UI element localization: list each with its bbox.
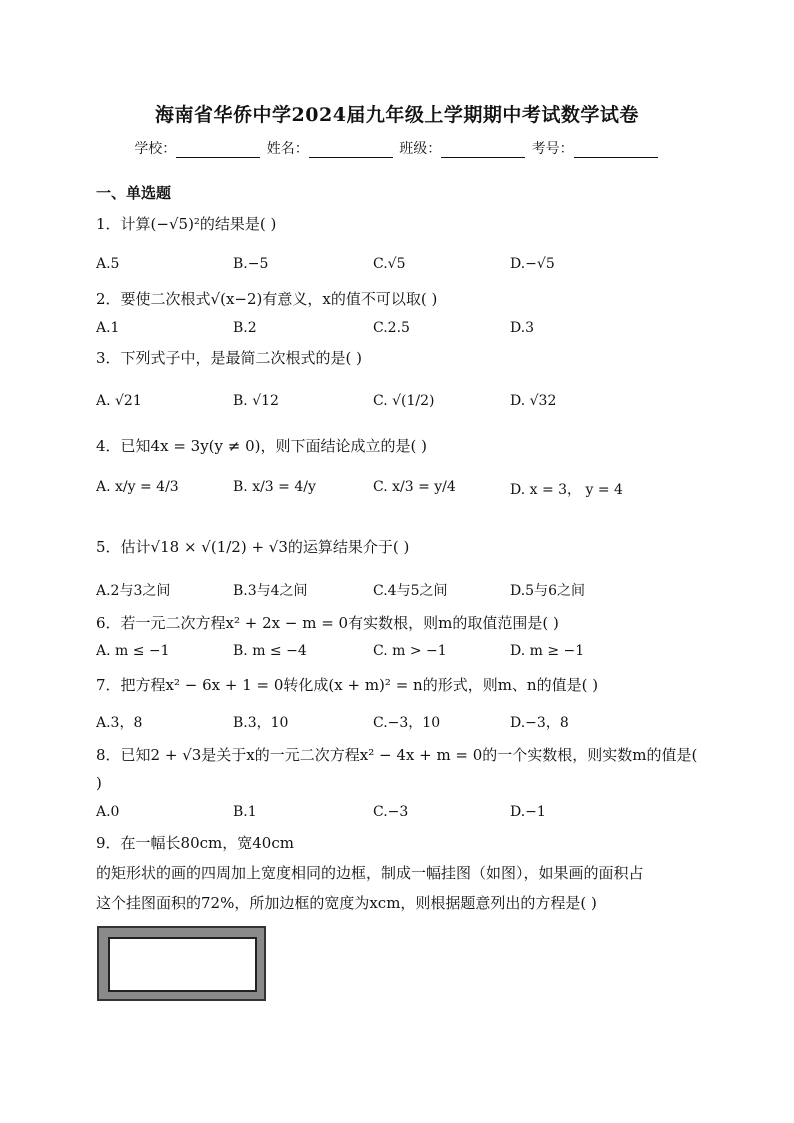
- option-a[interactable]: A.5: [96, 256, 120, 272]
- option-c[interactable]: C. m > −1: [373, 643, 447, 659]
- question-9-line2: 的矩形状的画的四周加上宽度相同的边框，制成一幅挂图（如图），如果画的面积占: [96, 864, 644, 882]
- option-a[interactable]: A. x/y = 4/3: [96, 479, 179, 495]
- option-d[interactable]: D. √32: [510, 393, 557, 409]
- option-a[interactable]: A. √21: [96, 393, 142, 409]
- option-d[interactable]: D.5与6之间: [510, 583, 585, 599]
- option-d[interactable]: D. m ≥ −1: [510, 643, 585, 659]
- option-a[interactable]: A.2与3之间: [96, 583, 171, 599]
- option-a[interactable]: A.0: [96, 804, 120, 820]
- option-a[interactable]: A.3，8: [96, 715, 143, 731]
- option-c[interactable]: C.√5: [373, 256, 406, 272]
- option-b[interactable]: B.2: [233, 320, 257, 336]
- option-d[interactable]: D.−1: [510, 804, 546, 820]
- option-c[interactable]: C.−3，10: [373, 715, 441, 731]
- option-b[interactable]: B.3与4之间: [233, 583, 308, 599]
- student-info: [0, 138, 794, 158]
- number-field[interactable]: [574, 143, 658, 158]
- option-b[interactable]: B. √12: [233, 393, 279, 409]
- option-b[interactable]: B. x/3 = 4/y: [233, 479, 316, 495]
- option-b[interactable]: B.1: [233, 804, 257, 820]
- picture-area: [108, 937, 257, 992]
- class-field[interactable]: [441, 143, 525, 158]
- question-7: 7．把方程x² − 6x + 1 = 0转化成(x + m)² = n的形式，则m、n的值是( ): [96, 676, 599, 694]
- option-c[interactable]: C. √(1/2): [373, 393, 435, 409]
- question-2: 2．要使二次根式√(x−2)有意义，x的值不可以取( ): [96, 290, 438, 308]
- question-5: 5．估计√18 × √(1/2) + √3的运算结果介于( ): [96, 538, 410, 556]
- option-b[interactable]: B.−5: [233, 256, 269, 272]
- option-a[interactable]: A. m ≤ −1: [96, 643, 170, 659]
- question-8: 8．已知2 + √3是关于x的一元二次方程x² − 4x + m = 0的一个实数根，则实数m的值是(: [96, 746, 698, 764]
- option-c[interactable]: C. x/3 = y/4: [373, 479, 456, 495]
- option-a[interactable]: A.1: [96, 320, 120, 336]
- question-9-line3: 这个挂图面积的72%，所加边框的宽度为xcm，则根据题意列出的方程是( ): [96, 894, 597, 912]
- option-c[interactable]: C.2.5: [373, 320, 410, 336]
- option-d[interactable]: D.3: [510, 320, 535, 336]
- option-c[interactable]: C.−3: [373, 804, 409, 820]
- option-d[interactable]: D.−3，8: [510, 715, 569, 731]
- page-title: 海南省华侨中学2024届九年级上学期期中考试数学试卷: [155, 104, 639, 126]
- section-heading: 一、单选题: [96, 184, 172, 202]
- question-4: 4．已知4x = 3y(y ≠ 0)，则下面结论成立的是( ): [96, 437, 427, 455]
- number-label: 考号：: [531, 141, 574, 157]
- question-6: 6．若一元二次方程x² + 2x − m = 0有实数根，则m的取值范围是( ): [96, 614, 559, 632]
- name-field[interactable]: [309, 143, 393, 158]
- school-label: 学校：: [134, 141, 177, 157]
- option-b[interactable]: B. m ≤ −4: [233, 643, 307, 659]
- question-8-cont: ): [96, 774, 102, 792]
- picture-frame-figure: [97, 926, 266, 1001]
- option-c[interactable]: C.4与5之间: [373, 583, 448, 599]
- question-1: 1．计算(−√5)²的结果是( ): [96, 215, 277, 233]
- name-label: 姓名：: [266, 141, 309, 157]
- option-d[interactable]: D. x = 3， y = 4: [510, 482, 623, 498]
- question-3: 3．下列式子中，是最简二次根式的是( ): [96, 349, 363, 367]
- school-field[interactable]: [176, 143, 260, 158]
- question-9: 9．在一幅长80cm，宽40cm: [96, 834, 294, 852]
- option-b[interactable]: B.3，10: [233, 715, 289, 731]
- option-d[interactable]: D.−√5: [510, 256, 555, 272]
- class-label: 班级：: [399, 141, 442, 157]
